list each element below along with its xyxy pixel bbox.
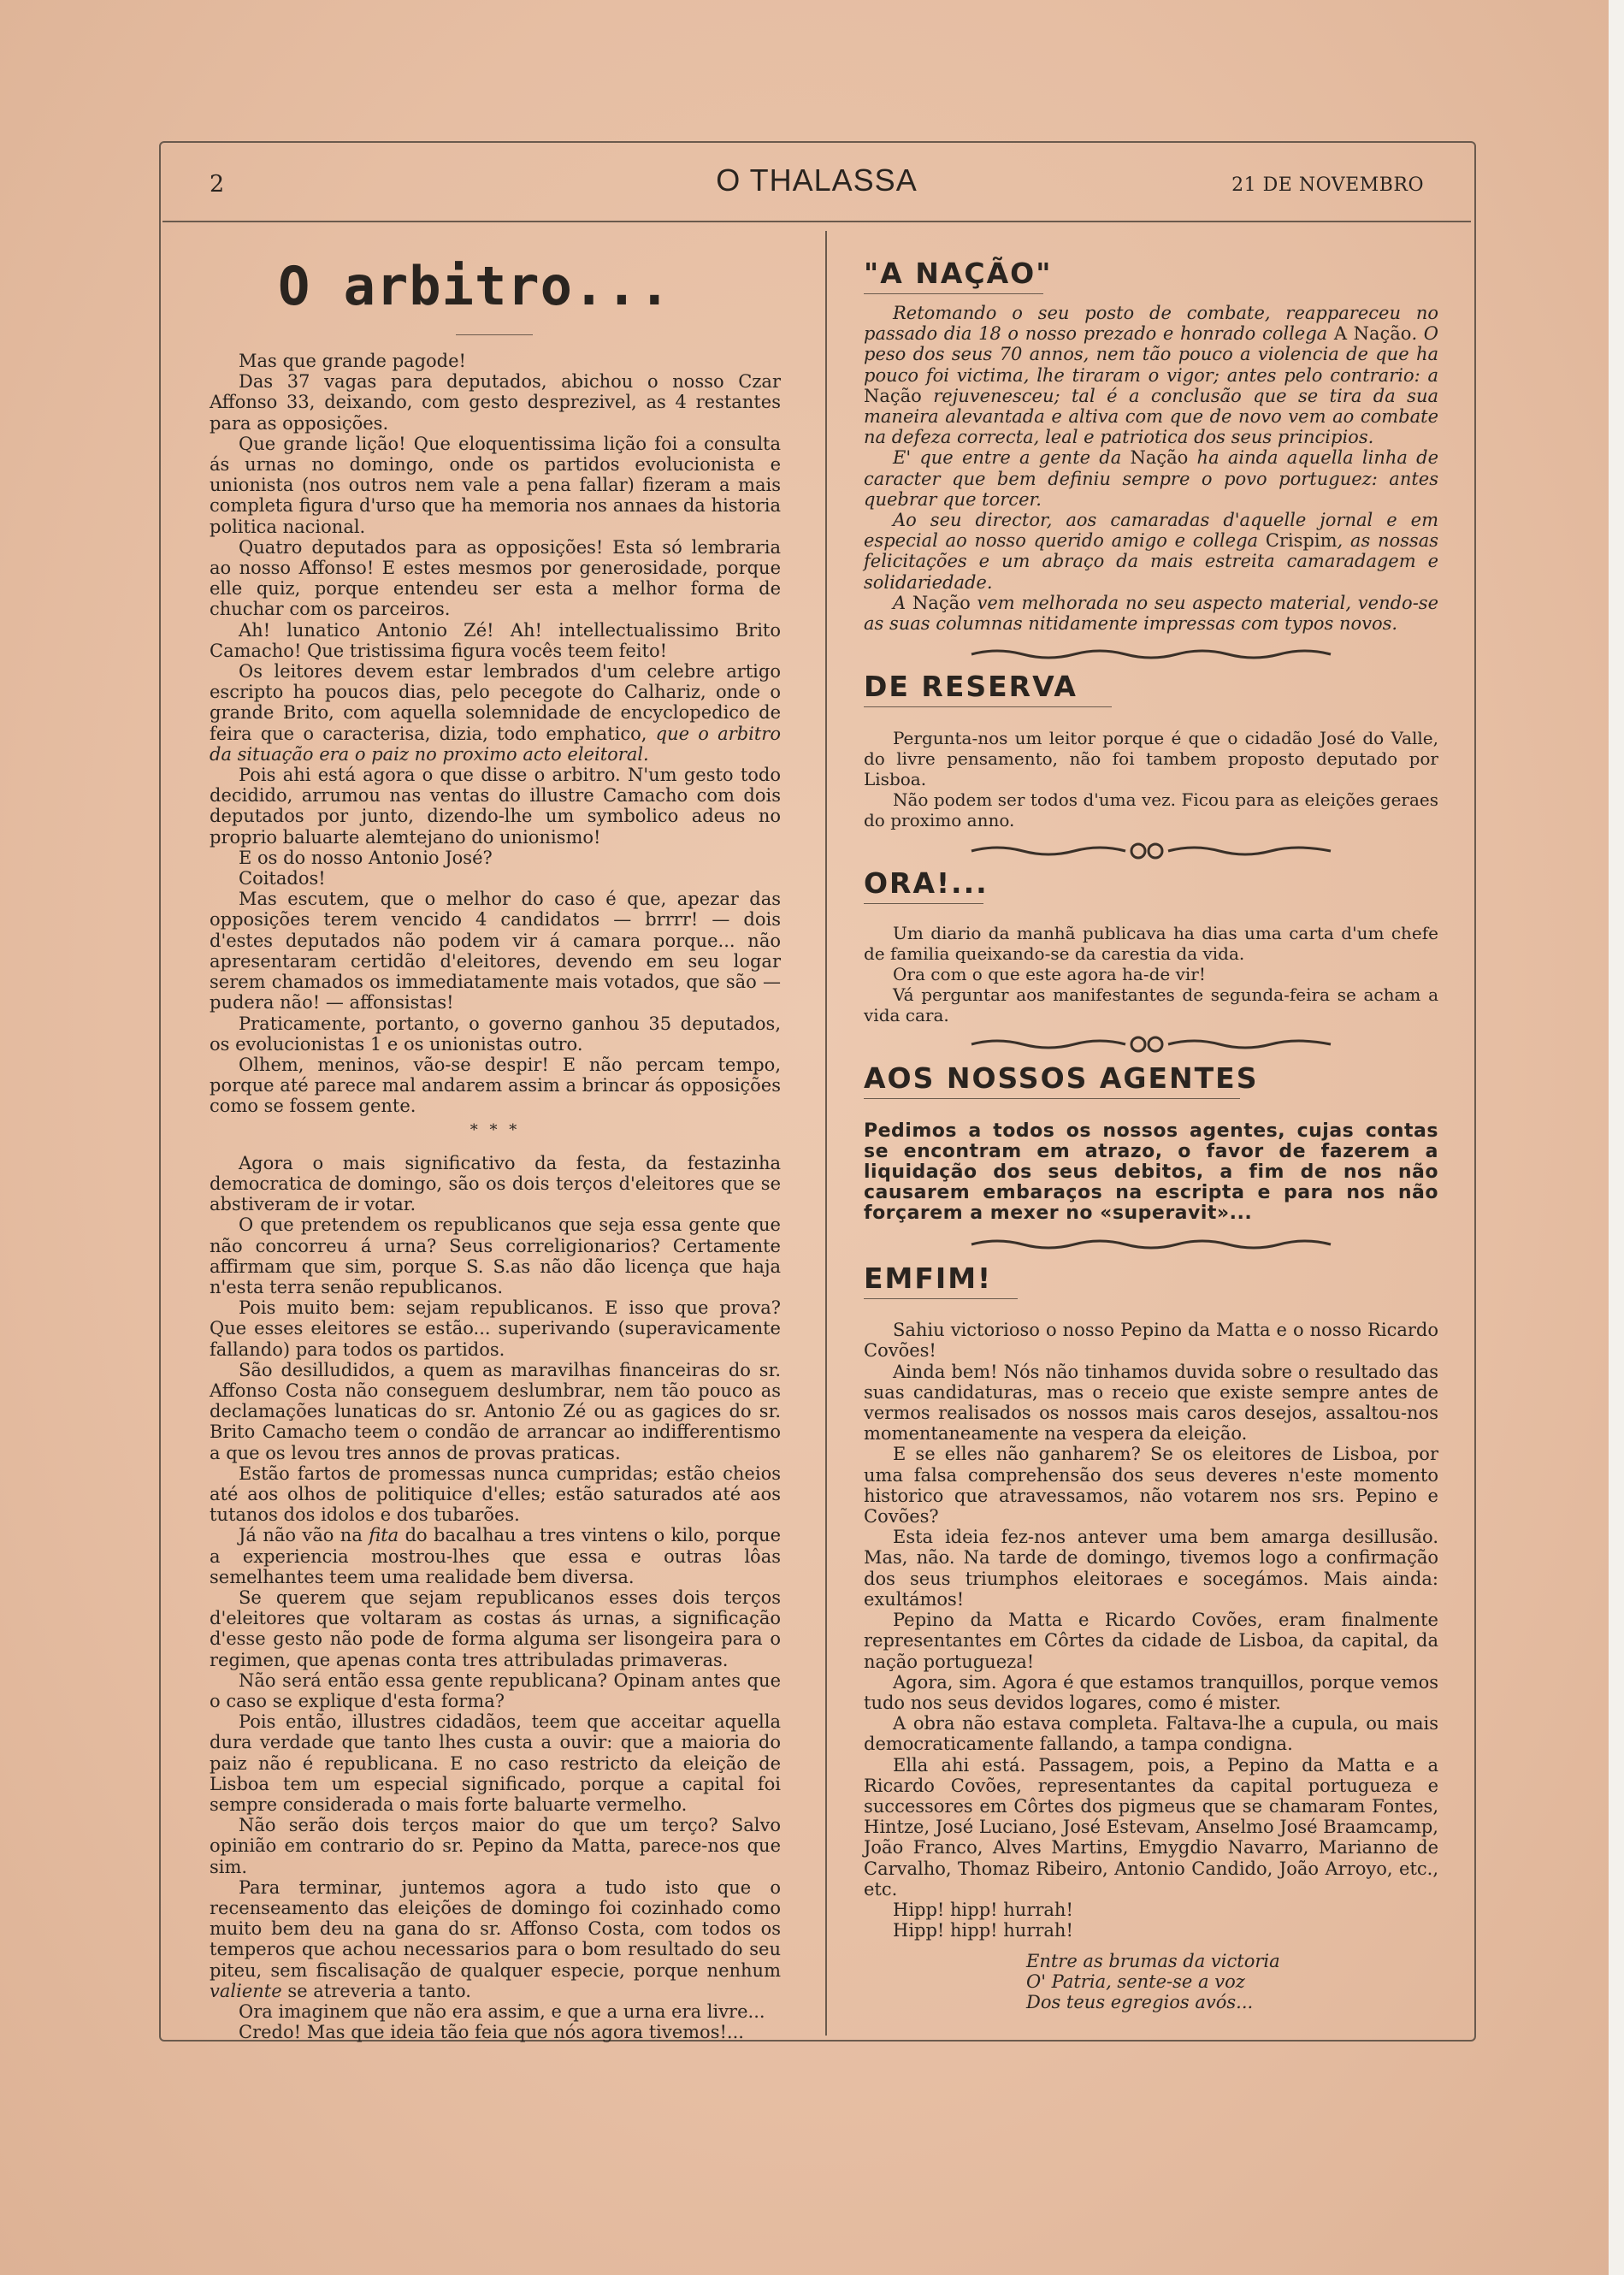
text-run: rejuvenesceu; tal é a conclusão que se tira da sua maneira alevantada e altiva com que de novo vem ao combate na defeza correcta, leal e patriotica dos seus principios. <box>864 385 1438 448</box>
paragraph: E os do nosso Antonio José? <box>239 847 493 868</box>
paragraph: Coitados! <box>239 868 326 889</box>
newspaper-name: A Nação <box>1333 323 1412 345</box>
paragraph: Mas escutem, que o melhor do caso é que, apezar das opposições terem vencido 4 candidatos — brrrr! — dois d'estes deputados não podem vir á camara porque... não apresentaram certidão d'eleitores, devendo em seu logar serem chamados os immediatamente mais votados, que são — pudera não! — affonsistas! <box>210 889 781 1013</box>
flourish-divider <box>963 1034 1339 1055</box>
text-run: Os leitores devem estar lembrados d'um celebre artigo escripto ha poucos dias, pelo pecegote do Calhariz, onde o grande Brito, com aquella solemnidade de encyclopedico de feira que o caracterisa, dizia, todo emphatico, <box>210 661 781 744</box>
paragraph: Pois então, illustres cidadãos, teem que acceitar aquella dura verdade que tanto lhes custa a ouvir: que a maioria do paiz não é republicana. E no caso restricto da eleição de Lisboa tem um especial significado, porque a capital foi sempre considerada o mais forte baluarte vermelho. <box>210 1711 781 1816</box>
verse-line: Entre as brumas da victoria <box>1026 1951 1280 1972</box>
newspaper-name: Nação <box>864 385 922 406</box>
ora-section <box>864 866 1438 1025</box>
paragraph: Ora imaginem que não era assim, e que a urna era livre... <box>239 2001 765 2023</box>
paragraph <box>864 303 1438 447</box>
section-title: DE RESERVA <box>864 670 1078 704</box>
page-edge <box>1609 0 1624 2275</box>
verse-line: Dos teus egregios avós... <box>1026 1992 1254 2013</box>
text-run: , as nossas felicitações e um abraço da mais estreita camaradagem e solidariedade. <box>864 530 1439 593</box>
article-title: O arbitro... <box>278 255 671 317</box>
right-column <box>864 257 1438 2012</box>
section-title: EMFIM! <box>864 1262 993 1296</box>
paragraph: Vá perguntar aos manifestantes de segunda-feira se acham a vida cara. <box>864 984 1438 1026</box>
section-body <box>864 303 1438 634</box>
text-run: Para terminar, juntemos agora a tudo isto que o recenseamento das eleições de domingo foi cozinhado como muito bem deu na gana do sr. Affonso Costa, com todos os temperos que achou necessarios para o bom resultado do seu piteu, sem fiscalisação de qualquer especie, porque nenhum <box>210 1876 781 1981</box>
text-run: A <box>893 592 912 613</box>
header-rule <box>162 221 1471 222</box>
text-run: E' que entre a gente da <box>893 447 1131 469</box>
paragraph: Sahiu victorioso o nosso Pepino da Matta e o nosso Ricardo Covões! <box>864 1320 1438 1362</box>
paragraph <box>210 1877 781 2001</box>
paragraph: Olhem, meninos, vão-se despir! E não percam tempo, porque até parece mal andarem assim a brincar ás opposições como se fossem gente. <box>210 1054 781 1117</box>
article-body <box>210 351 781 2042</box>
section-title: ORA!... <box>864 866 989 901</box>
italic-word: fita <box>369 1525 399 1546</box>
text-run: Já não vão na <box>239 1525 369 1546</box>
paragraph: Das 37 vagas para deputados, abichou o nosso Czar Affonso 33, deixando, com gesto desprezivel, as 4 restantes para as opposições. <box>210 371 781 434</box>
paragraph: O que pretendem os republicanos que seja essa gente que não concorreu á urna? Seus correligionarios? Certamente affirmam que sim, porque S. S.as não dão licença que haja n'esta terra senão republicanos. <box>210 1214 781 1297</box>
paragraph: Pergunta-nos um leitor porque é que o cidadão José do Valle, do livre pensamento, não foi tambem proposto deputado por Lisboa. <box>864 728 1438 790</box>
newspaper-name: Nação <box>912 592 971 613</box>
italic-quote: que o arbitro da situação era o paiz no proximo acto eleitoral. <box>210 723 781 765</box>
paragraph <box>210 661 781 765</box>
flourish-divider <box>963 841 1339 861</box>
section-break-stars: * * * <box>469 1120 521 1139</box>
paragraph: Pepino da Matta e Ricardo Covões, eram finalmente representantes em Côrtes da cidade de Lisboa, da capital, da nação portugueza! <box>864 1610 1438 1672</box>
flourish-divider <box>963 1236 1339 1253</box>
section-rule <box>864 706 1112 707</box>
paragraph: Mas que grande pagode! <box>239 351 466 371</box>
paragraph: Agora o mais significativo da festa, da festazinha democratica de domingo, são os dois terços d'eleitores que se abstiveram de ir votar. <box>210 1152 781 1215</box>
newspaper-name: Nação <box>1130 447 1189 469</box>
issue-date: 21 DE NOVEMBRO <box>1231 174 1424 196</box>
paragraph: Não serão dois terços maior do que um terço? Salvo opinião em contrario do sr. Pepino da Matta, parece-nos que sim. <box>210 1815 781 1877</box>
paragraph <box>864 510 1438 593</box>
title-rule <box>456 334 533 335</box>
verse-line: O' Patria, sente-se a voz <box>1026 1971 1245 1993</box>
person-name: Crispim <box>1265 530 1338 552</box>
paragraph <box>864 447 1438 510</box>
paragraph: Se querem que sejam republicanos esses dois terços d'eleitores que voltaram as costas ás urnas, a significação d'esse gesto não pode de forma alguma ser lisongeira para o regimen, que apenas conta tres attribuladas primaveras. <box>210 1587 781 1670</box>
text-run: se atreveria a tanto. <box>281 1980 471 2001</box>
paragraph: A obra não estava completa. Faltava-lhe a cupula, ou mais democraticamente fallando, a tampa condigna. <box>864 1713 1438 1755</box>
paragraph: Hipp! hipp! hurrah! <box>893 1899 1073 1920</box>
paragraph: Ainda bem! Nós não tinhamos duvida sobre o resultado das suas candidaturas, mas o receio que existe sempre antes de vermos realisados os nossos mais caros desejos, assaltou-nos momentaneamente na vespera da eleição. <box>864 1361 1438 1445</box>
reserva-section <box>864 670 1438 830</box>
paragraph: Não podem ser todos d'uma vez. Ficou para as eleições geraes do proximo anno. <box>864 789 1438 831</box>
section-rule <box>864 293 1043 294</box>
text-run: Retomando o seu posto de combate, reappareceu no passado dia 18 o nosso prezado e honrado collega <box>864 303 1438 345</box>
column-divider <box>825 231 827 2036</box>
text-run: . O peso dos seus 70 annos, nem tão pouco a violencia de que ha pouco foi victima, lhe tiraram o vigor; antes pelo contrario: a <box>864 323 1438 386</box>
section-body <box>864 728 1438 830</box>
paragraph: Ora com o que este agora ha-de vir! <box>893 964 1206 985</box>
text-run: ha ainda aquella linha de caracter que bem definiu sempre o povo portuguez: antes quebrar que torcer. <box>864 447 1438 510</box>
notice-to-agents: Pedimos a todos os nossos agentes, cujas contas se encontram em atrazo, o favor de fazerem a liquidação dos seus debitos, a fim de nos não causarem embaraços na escripta e para nos não forçarem a mexer no «superavit»... <box>864 1120 1438 1225</box>
paragraph: Credo! Mas que ideia tão feia que nós agora tivemos!... <box>239 2022 744 2043</box>
paragraph: Que grande lição! Que eloquentissima lição foi a consulta ás urnas no domingo, onde os partidos evolucionista e unionista (nos outros nem vale a pena fallar) fizeram a mais completa figura d'urso que ha memoria nos annaes da historia politica nacional. <box>210 433 781 537</box>
paragraph: Agora, sim. Agora é que estamos tranquillos, porque vemos tudo nos seus devidos logares, como é mister. <box>864 1671 1438 1713</box>
paragraph: São desilludidos, a quem as maravilhas financeiras do sr. Affonso Costa não conseguem deslumbrar, nem tão pouco as declamações lunaticas do sr. Antonio Zé ou as gagices do sr. Brito Camacho teem o condão de arrancar ao indifferentismo a que os levou tres annos de provas praticas. <box>210 1359 781 1463</box>
page-number: 2 <box>210 171 225 198</box>
text-run: Ao seu director, aos camaradas d'aquelle jornal e em especial ao nosso querido amigo e collega <box>864 510 1438 552</box>
text-run: vem melhorada no seu aspecto material, vendo-se as suas columnas nitidamente impressas com typos novos. <box>864 592 1438 635</box>
section-rule <box>864 1098 1240 1099</box>
paragraph: Um diario da manhã publicava ha dias uma carta d'um chefe de familia queixando-se da carestia da vida. <box>864 923 1438 965</box>
paragraph: Pois muito bem: sejam republicanos. E isso que prova? Que esses eleitores se estão... superivando (superavicamente fallando) para todos os partidos. <box>210 1297 781 1360</box>
paragraph: Ah! lunatico Antonio Zé! Ah! intellectualissimo Brito Camacho! Que tristissima figura vocês teem feito! <box>210 619 781 661</box>
paragraph: Não será então essa gente republicana? Opinam antes que o caso se explique d'esta forma? <box>210 1669 781 1711</box>
section-title: "A NAÇÃO" <box>864 257 1053 290</box>
section-rule <box>864 1298 1018 1299</box>
paragraph <box>864 593 1438 634</box>
paragraph: Hipp! hipp! hurrah! <box>893 1920 1073 1941</box>
page-header <box>162 162 1471 222</box>
section-body <box>864 1320 1438 1941</box>
paragraph: Estão fartos de promessas nunca cumpridas; estão cheios até aos olhos de politiquice d'elles; estão saturados até aos tutanos dos idolos e dos tubarões. <box>210 1462 781 1526</box>
section-body <box>864 923 1438 1025</box>
paragraph <box>210 1525 781 1587</box>
paragraph: Pois ahi está agora o que disse o arbitro. N'um gesto todo decidido, arrumou nas ventas do illustre Camacho com dois deputados por junto, dizendo-lhe um symbolico adeus no proprio baluarte alemtejano do unionismo! <box>210 765 781 848</box>
emfim-section <box>864 1262 1438 2012</box>
paragraph: Quatro deputados para as opposições! Esta só lembraria ao nosso Affonso! E estes mesmos por generosidade, porque elle quiz, porque entendeu ser esta a melhor forma de chuchar com os parceiros. <box>210 536 781 620</box>
paragraph: E se elles não ganharem? Se os eleitores de Lisboa, por uma falsa comprehensão dos seus deveres n'este momento historico que atravessamos, não votarem nos srs. Pepino e Covões? <box>864 1444 1438 1528</box>
nacao-section <box>864 257 1438 634</box>
paragraph: Esta ideia fez-nos antever uma bem amarga desillusão. Mas, não. Na tarde de domingo, tivemos logo a confirmação dos seus triumphos eleitoraes e socegámos. Mais ainda: exultámos! <box>864 1527 1438 1610</box>
text-run: do bacalhau a tres vintens o kilo, porque a experiencia mostrou-lhes que essa e outras lôas semelhantes teem uma realidade bem diversa. <box>210 1525 781 1587</box>
flourish-divider <box>963 646 1339 663</box>
paragraph: Ella ahi está. Passagem, pois, a Pepino da Matta e a Ricardo Covões, representantes da capital portugueza e successores em Côrtes dos pigmeus que se chamaram Fontes, Hintze, José Luciano, José Estevam, Anselmo José Braamcamp, João Franco, Alves Martins, Emygdio Navarro, Marianno de Carvalho, Thomaz Ribeiro, Antonio Candido, João Arroyo, etc., etc. <box>864 1754 1438 1900</box>
italic-word: valiente <box>210 1980 282 2001</box>
agentes-section <box>864 1061 1438 1224</box>
paragraph: Praticamente, portanto, o governo ganhou 35 deputados, os evolucionistas 1 e os unionistas outro. <box>210 1013 781 1055</box>
section-rule <box>864 903 983 904</box>
left-column <box>210 255 781 2042</box>
masthead: O THALASSA <box>716 162 918 198</box>
section-title: AOS NOSSOS AGENTES <box>864 1061 1259 1096</box>
closing-verse <box>864 1951 1438 2012</box>
